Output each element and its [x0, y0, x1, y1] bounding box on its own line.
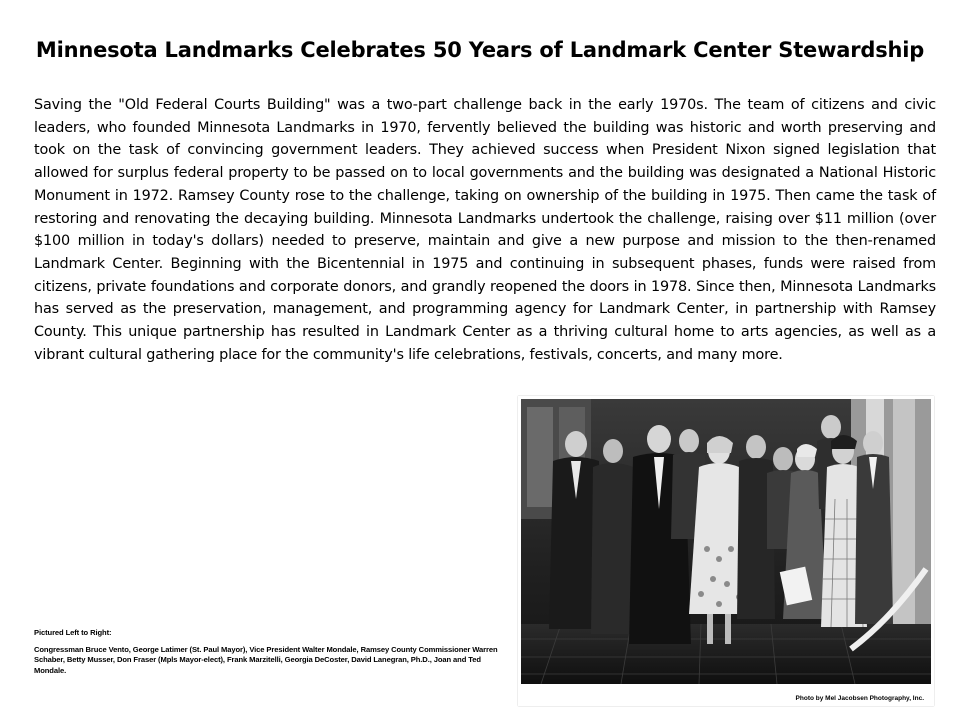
group-photo-image	[521, 399, 931, 684]
slide-title: Minnesota Landmarks Celebrates 50 Years of Landmark Center Stewardship	[35, 38, 925, 62]
group-photo	[521, 399, 931, 684]
photo-credit: Photo by Mel Jacobsen Photography, Inc.	[795, 695, 924, 702]
caption-names: Congressman Bruce Vento, George Latimer (St. Paul Mayor), Vice President Walter Mondale, Ramsey County Commissioner Warren Schaber, Betty Musser, Don Fraser (Mpls Mayor-elect), Frank Marzitelli, Georgia DeCoster, David Lanegran, Ph.D., Joan and Ted Mondale.	[34, 644, 498, 675]
photo-frame	[518, 396, 934, 706]
caption-heading: Pictured Left to Right:	[34, 628, 112, 637]
photo-caption	[34, 628, 514, 676]
body-paragraph: Saving the "Old Federal Courts Building" was a two-part challenge back in the early 1970s. The team of citizens and civic leaders, who founded Minnesota Landmarks in 1970, fervently believed the building was historic and worth preserving and took on the task of convincing government leaders. They achieved success when President Nixon signed legislation that allowed for surplus federal property to be passed on to local governments and the building was designated a National Historic Monument in 1972. Ramsey County rose to the challenge, taking on ownership of the building in 1975. Then came the task of restoring and renovating the decaying building. Minnesota Landmarks undertook the challenge, raising over $11 million (over $100 million in today's dollars) needed to preserve, maintain and give a new purpose and mission to the then-renamed Landmark Center. Beginning with the Bicentennial in 1975 and continuing in subsequent phases, funds were raised from citizens, private foundations and corporate donors, and grandly reopened the doors in 1978. Since then, Minnesota Landmarks has served as the preservation, management, and programming agency for Landmark Center, in partnership with Ramsey County. This unique partnership has resulted in Landmark Center as a thriving cultural home to arts agencies, as well as a vibrant cultural gathering place for the community's life celebrations, festivals, concerts, and many more.	[34, 97, 936, 363]
